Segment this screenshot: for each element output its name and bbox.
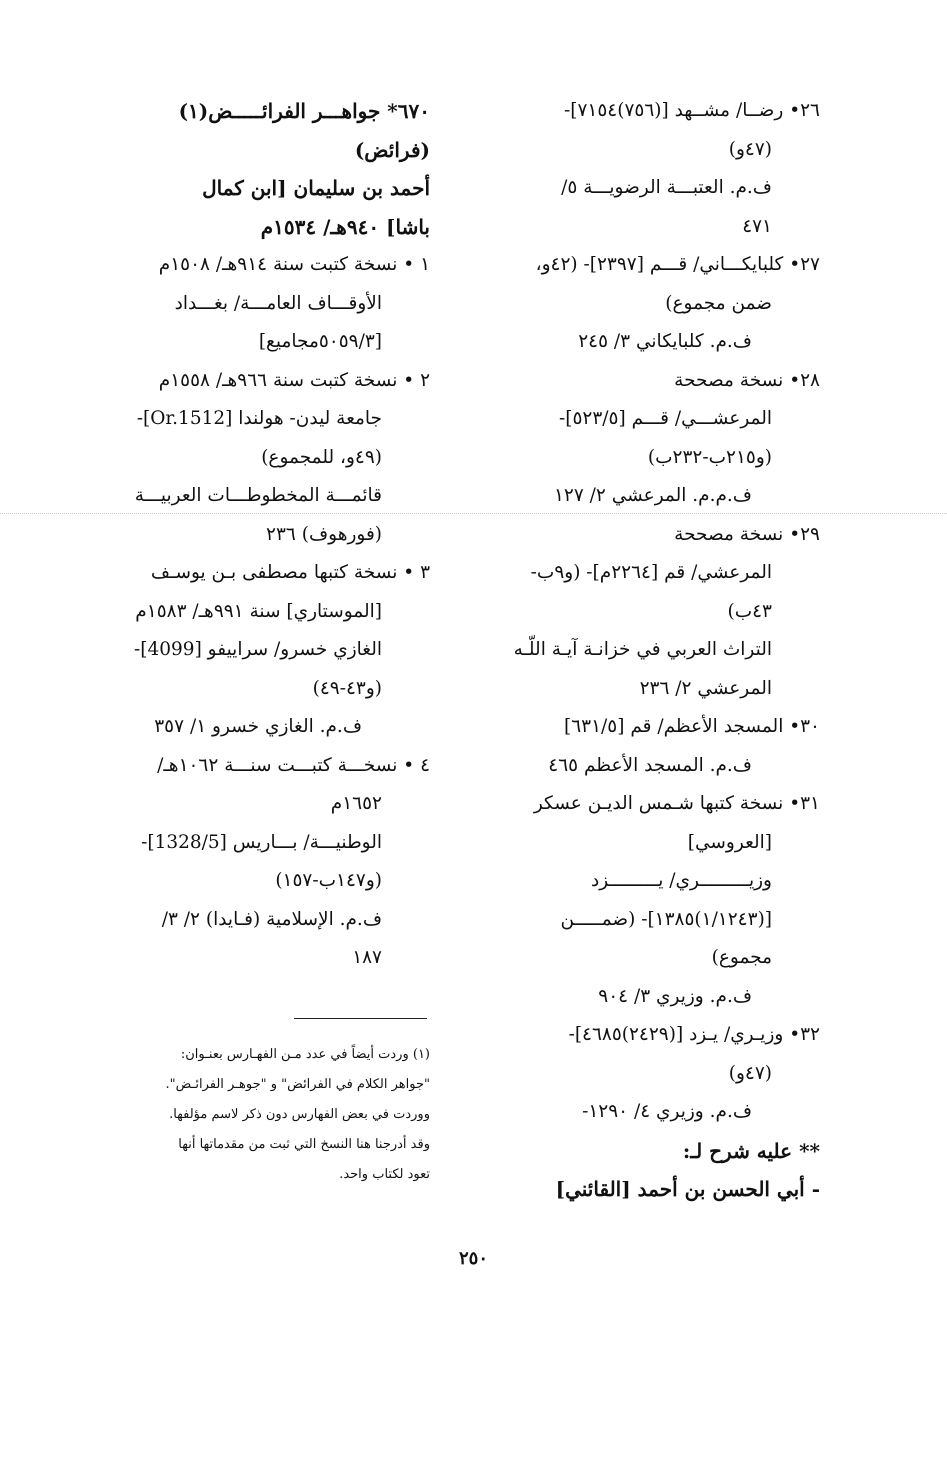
right-column-line: [العروسي] [687,831,772,853]
right-column-line: ٢٨• نسخة مصححة [674,369,820,391]
left-column-line: باشا] ٩٤٠هـ/ ١٥٣٤م [260,214,430,239]
left-column-line: ف.م. الإسلامية (فـايدا) ٢/ ٣/ [161,908,382,930]
left-column-line: ١ • نسخة كتبت سنة ٩١٤هـ/ ١٥٠٨م [158,254,430,275]
right-column-line: - أبي الحسن بن أحمد [القائني] [555,1177,820,1201]
left-column-line: أحمد بن سليمان [ابن كمال [202,176,430,200]
left-column-line: ٤ • نسخـــة كتبـــت سنـــة ١٠٦٢هـ/ [157,754,430,776]
left-column-line: الوطنيـــة/ بـــاريس [1328/5]- [141,831,382,853]
left-column-line: (و٤٣-٤٩) [312,677,382,699]
left-column-line: جامعة ليدن- هولندا [Or.1512]- [136,408,382,429]
footnote [100,1040,430,1190]
right-column-line: ٣٢• وزيـري/ يـزد [(٢٤٢٩)٤٦٨٥]- [568,1024,820,1045]
footnote-line: (١) وردت أيضاً في عدد مـن الفهـارس بعنـوان: [180,1047,430,1062]
left-column-line: ٣ • نسخة كتبها مصطفى بـن يوسـف [150,562,430,583]
right-column-line: ف.م. المسجد الأعظم ٤٦٥ [548,754,752,776]
right-column-line: ف.م. العتبـــة الرضويـــة ٥/ [561,177,772,198]
left-column [100,92,430,978]
left-column-line: ٦٧٠* جواهـــر الفرائـــــض(١) [178,99,430,123]
right-column-line: ٣٠• المسجد الأعظم/ قم [٦٣١/٥] [564,716,820,737]
page-number: ٢٥٠ [458,1248,488,1269]
right-column-line: ٤٧١ [742,215,772,237]
right-column-line: (٤٧و) [728,1062,772,1084]
right-column-line: ٢٦• رضــا/ مشــهد [(٧٥٦)٧١٥٤]- [564,100,820,121]
right-column-line: (و٢١٥ب-٢٣٢ب) [647,446,772,468]
right-column-line: المرعشـــي/ قـــم [٥٢٣/٥]- [559,408,772,429]
right-column-line: ٣١• نسخة كتبها شـمس الديـن عسكر [533,793,820,814]
left-column-line: [٥٠٥٩/٣مجاميع] [258,331,382,352]
right-column-line: ٢٩• نسخة مصححة [674,523,820,545]
left-column-line: (و١٤٧ب-١٥٧) [275,870,382,891]
left-column-line: (فرائض) [354,137,430,162]
left-column-line: الغازي خسرو/ سراييفو [4099]- [134,639,382,660]
left-column-line: ١٨٧ [352,947,382,968]
right-column-line: [(١/١٢٤٣)١٣٨٥]- (ضمـــــن [560,908,772,930]
right-column-line: ٤٣ب) [727,600,772,622]
left-column-line: قائمـــة المخطوطـــات العربيـــة [134,485,382,506]
left-column-line: [الموستاري] سنة ٩٩١هـ/ ١٥٨٣م [135,600,382,622]
right-column-line: مجموع) [711,947,772,968]
footnote-line: وقد أدرجنا هنا النسخ التي ثبت من مقدماتها أنها [178,1137,430,1152]
footnote-line: ووردت في بعض الفهارس دون ذكر لاسم مؤلفها. [169,1107,430,1122]
right-column-line: ٢٧• كلبايكـــاني/ قـــم [٢٣٩٧]- (٤٢و، [535,254,820,275]
right-column-line: ضمن مجموع) [665,292,772,314]
right-column-line: المرعشي ٢/ ٢٣٦ [639,677,772,699]
right-column-line: المرعشي/ قم [٢٢٦٤م]- (و٩ب- [530,562,772,583]
left-column-line: (فورهوف) ٢٣٦ [266,523,382,545]
left-column-line: (٤٩و، للمجموع) [261,446,382,468]
right-column-line: ف.م. وزيري ٣/ ٩٠٤ [598,985,752,1007]
left-column-line: ٢ • نسخة كتبت سنة ٩٦٦هـ/ ١٥٥٨م [158,369,430,391]
left-column-line: الأوقـــاف العامـــة/ بغـــداد [174,292,382,314]
right-column-line: وزيـــــــــري/ يـــــــــزد [591,870,772,891]
left-column-line: ١٦٥٢م [330,793,382,814]
right-column-line: ف.م. كلبايكاني ٣/ ٢٤٥ [578,331,752,352]
footnote-line: "جواهر الكلام في الفرائض" و "جوهـر الفرائـض". [165,1077,430,1092]
right-column-line: (٤٧و) [728,138,772,160]
right-column-line: ف.م.م. المرعشي ٢/ ١٢٧ [553,485,752,506]
right-column-line: ف.م. وزيري ٤/ ١٢٩٠- [582,1101,752,1122]
left-column-line: ف.م. الغازي خسرو ١/ ٣٥٧ [154,716,362,737]
right-column [484,92,820,1209]
footnote-line: تعود لكتاب واحد. [339,1167,430,1182]
footnote-separator [294,1018,427,1019]
right-column-line: التراث العربي في خزانـة آيـة اللّـه [513,639,772,660]
right-column-line: ** عليه شرح لـ: [682,1138,820,1163]
